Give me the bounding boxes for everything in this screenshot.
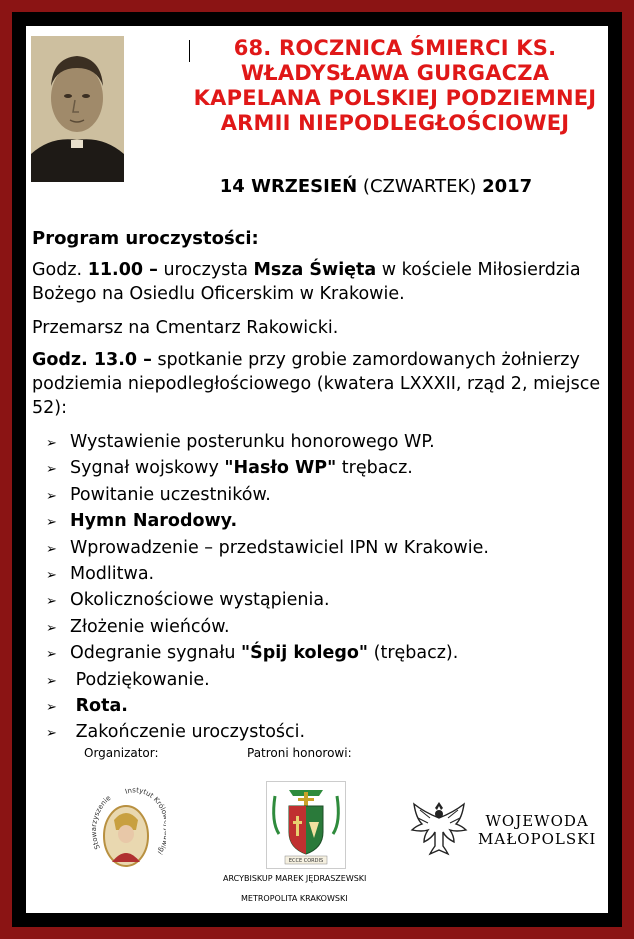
p1-hour: 11.00 – <box>87 260 158 280</box>
item-bold-text: "Śpij kolego" <box>240 643 369 664</box>
item-text-after: trębacz. <box>336 458 413 479</box>
program-list-item <box>46 562 489 588</box>
item-text: Wprowadzenie – przedstawiciel IPN w Krakowie. <box>70 537 489 558</box>
p1-rest: w kościele Miłosierdzia Bożego na Osiedlu Oficerskim w Krakowie. <box>32 260 581 304</box>
eagle-emblem-icon <box>410 796 468 856</box>
item-text: Złożenie wieńców. <box>70 616 230 637</box>
program-list-item <box>46 430 489 456</box>
item-text: Odegranie sygnału <box>70 643 241 664</box>
organizer-logo <box>86 778 166 888</box>
voivode-line1: WOJEWODA <box>485 812 589 830</box>
archbishop-name: ARCYBISKUP MAREK JĘDRASZEWSKI <box>223 874 367 883</box>
voivode-logo-text <box>478 812 596 848</box>
item-text-after: (trębacz). <box>368 643 459 664</box>
arrow-bullet-icon: ➢ <box>46 488 57 504</box>
arrow-bullet-icon: ➢ <box>46 541 57 557</box>
arrow-bullet-icon: ➢ <box>46 673 57 689</box>
arrow-bullet-icon: ➢ <box>46 594 57 610</box>
arrow-bullet-icon: ➢ <box>46 620 57 636</box>
date-weekday: (CZWARTEK) <box>362 176 477 197</box>
patrons-label: Patroni honorowi: <box>247 746 352 760</box>
program-list <box>46 430 489 747</box>
program-list-item <box>46 509 489 535</box>
arrow-bullet-icon: ➢ <box>46 700 57 716</box>
program-list-item <box>46 456 489 482</box>
svg-text:Instytut Królowej Jadwigi: Instytut Król gi <box>124 786 166 856</box>
date-year: 2017 <box>482 176 533 197</box>
program-heading: Program uroczystości: <box>32 228 259 249</box>
item-text: Wystawienie posterunku honorowego WP. <box>70 432 435 452</box>
voivode-line2: MAŁOPOLSKI <box>478 830 597 848</box>
arrow-bullet-icon: ➢ <box>46 462 57 478</box>
program-list-item <box>46 668 489 694</box>
portrait-photo <box>31 36 124 182</box>
organizer-label: Organizator: <box>84 746 159 760</box>
item-text: Zakończenie uroczystości. <box>70 722 306 743</box>
item-bold-text: "Hasło WP" <box>224 458 337 479</box>
item-bold-text: Rota. <box>75 696 128 717</box>
event-date <box>176 176 576 197</box>
item-text: Powitanie uczestników. <box>70 484 271 505</box>
p3-bold: Godz. 13.0 – <box>32 350 152 370</box>
program-list-item <box>46 536 489 562</box>
arrow-bullet-icon: ➢ <box>46 726 57 742</box>
item-text: Sygnał wojskowy <box>70 458 225 479</box>
page-title: 68. ROCZNICA ŚMIERCI KS. WŁADYSŁAWA GURGACZA KAPELANA POLSKIEJ PODZIEMNEJ ARMII NIEPODLEGŁOŚCIOWEJ <box>193 36 597 135</box>
program-list-item <box>46 483 489 509</box>
date-day: 14 WRZESIEŃ <box>219 176 358 197</box>
archbishop-coat-of-arms <box>266 781 346 869</box>
arrow-bullet-icon: ➢ <box>46 436 57 451</box>
p1-mid: uroczysta <box>157 260 254 280</box>
program-list-item <box>46 615 489 641</box>
item-bold-text: Hymn Narodowy. <box>70 511 238 532</box>
p1-mass: Msza Święta <box>253 260 377 280</box>
paragraph-mass <box>32 258 602 306</box>
program-list-item <box>46 641 489 667</box>
p1-time: Godz. <box>32 260 88 280</box>
program-list-item <box>46 588 489 614</box>
title-block <box>186 36 604 136</box>
item-text: Modlitwa. <box>70 564 155 585</box>
paragraph-march: Przemarsz na Cmentarz Rakowicki. <box>32 318 339 338</box>
program-list-item <box>46 694 489 720</box>
item-text: Podziękowanie. <box>70 669 210 690</box>
archbishop-title: METROPOLITA KRAKOWSKI <box>241 894 348 903</box>
crest-ribbon: ECCE CORDIS <box>288 858 324 864</box>
p3-rest: spotkanie przy grobie zamordowanych żołnierzy podziemia niepodległościowego (kwatera LXXXII, rząd 2, miejsce 52): <box>32 350 601 418</box>
program-list-item <box>46 720 489 746</box>
poster <box>26 26 608 913</box>
arrow-bullet-icon: ➢ <box>46 515 57 531</box>
arrow-bullet-icon: ➢ <box>46 568 57 584</box>
svg-text:Stowarzyszenie: Stowarzyszenie <box>89 793 113 851</box>
item-text: Okolicznościowe wystąpienia. <box>70 590 330 611</box>
paragraph-grave <box>32 348 602 420</box>
arrow-bullet-icon: ➢ <box>46 647 57 663</box>
